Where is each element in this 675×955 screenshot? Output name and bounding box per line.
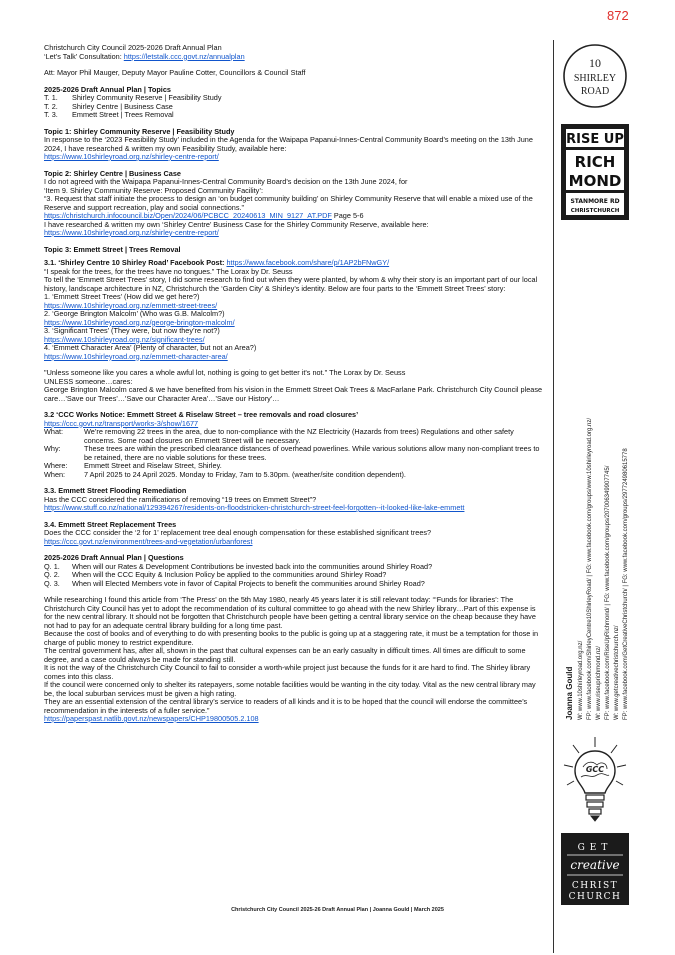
s31-closing: George Brington Malcolm cared & we have benefited from his vision in the Emmett Street Oak Trees & MacFarlane Park. Christchurch City Council please care…'Save our Trees'…'Save our Character Area'…'Save our History'…: [44, 385, 543, 403]
question-item: Q. 3. When will Elected Members vote in favor of Capital Projects to benefit the communities around Shirley Road?: [44, 578, 425, 588]
s31-part-link[interactable]: https://www.10shirleyroad.org.nz/emmett-character-area/: [44, 351, 228, 361]
s31-part-label: 2. ‘George Brington Malcolm’ (Who was G.B. Malcolm?): [44, 309, 225, 318]
logo2-line: RISE UP: [566, 132, 624, 147]
logo4-line: creative: [570, 858, 620, 872]
press-paragraph: It is not the way of the Christchurch City Council to fail to consider a worth-while project just because the funds for it are hard to find. The Shirley library comes into this class.: [44, 663, 531, 681]
contact-line[interactable]: W: www.riseuprichmond.nz/: [596, 646, 602, 720]
contact-line[interactable]: FP: www.facebook.com/GetCreativeChristchurch/ | FG: www.facebook.com/groups/297724980615778: [623, 448, 629, 720]
works-notice-row: What: We’re removing 22 trees in the area, due to non-compliance with the NZ Electricity (Hazards from trees) Regulations and other safety concerns. Some road closures on Emmett Street will be necessary.: [44, 427, 514, 445]
consultation-label: ‘Let’s Talk’ Consultation:: [44, 51, 124, 61]
s31-quote-cares: UNLESS someone…cares:: [44, 376, 133, 386]
s31-part-label: 4. ‘Emmett Character Area’ (Plenty of character, but not an Area?): [44, 343, 257, 352]
page-number: 872: [607, 8, 629, 23]
press-paragraph: They are an essential extension of the central library’s service to readers of all kinds and it is to be hoped that the council will endorse the committee’s recommendation in the interests of a fuller service.”: [44, 697, 528, 715]
topic2-line3: I have researched & written my own ‘Shirley Centre’ Business Case for the Shirley Community Reserve, available here:: [44, 219, 429, 229]
topic2-heading: Topic 2: Shirley Centre | Business Case: [44, 168, 181, 178]
s31-intro: To tell the ‘Emmett Street Trees’ story, I did some research to find out when they were planted, by whom & why their story is an important part of our local history, landscape architecture in NZ, Christchurch the ‘Garden City’ & Shirley’s identity. Below are four parts to the ‘Emmett Street Trees’ story:: [44, 275, 538, 293]
topics-heading: 2025-2026 Draft Annual Plan | Topics: [44, 84, 171, 94]
logo2-line: CHRISTCHURCH: [570, 208, 620, 214]
topic1-body: In response to the ‘2023 Feasibility Study’ included in the Agenda for the Waipapa Papanui-Innes-Central Community Board’s meeting on the 13th June 2024, I have researched & written my own Feasibility Study, available here:: [44, 135, 533, 153]
logo2-line: RICH: [574, 153, 616, 171]
contact-name: Joanna Gould: [565, 666, 574, 720]
contact-line[interactable]: W: www.10shirleyroad.org.nz/: [578, 640, 584, 720]
sidebar-divider: [553, 40, 554, 953]
contact-line[interactable]: FP: www.facebook.com/ShirleyCentre10ShirleyRoad/ | FG: www.facebook.com/groups/www.10shirleyroad.org.nz/: [587, 417, 593, 720]
document-body: [44, 44, 544, 724]
s31-facebook-link[interactable]: https://www.facebook.com/share/p/1AP2bFNwGY/: [226, 258, 390, 267]
works-notice-row: Where: Emmett Street and Riselaw Street, Shirley.: [44, 461, 222, 470]
works-notice-row: Why: These trees are within the prescribed clearance distances of overhead powerlines. While various solutions allow many non-compliant trees to be retained, there are no viable solutions for these trees.: [44, 444, 540, 462]
s31-part-link[interactable]: https://www.10shirleyroad.org.nz/george-brington-malcolm/: [44, 317, 235, 327]
s32-link[interactable]: https://ccc.govt.nz/transport/works-3/show/1677: [44, 418, 199, 428]
s31-part-link[interactable]: https://www.10shirleyroad.org.nz/emmett-street-trees/: [44, 300, 218, 310]
questions-heading: 2025-2026 Draft Annual Plan | Questions: [44, 553, 184, 562]
attention-line: Att: Mayor Phil Mauger, Deputy Mayor Pauline Cotter, Councillors & Council Staff: [44, 68, 306, 77]
logo3-text: GCC: [585, 765, 605, 774]
logo-10-shirley-road: [561, 42, 629, 110]
press-paragraph: Because the cost of books and of everything to do with presenting books to the public is going up at a staggering rate, it must be a temptation for those in charge of public money to restrict expenditure.: [44, 629, 539, 647]
contact-line[interactable]: FP: www.facebook.com/RiseUpRichmond/ | FG: www.facebook.com/groups/207006349907745/: [605, 465, 611, 720]
press-paragraph: If the council were concerned only to shelter its ratepayers, some notable facilities would be wanting in the city today. Vital as the new central library may be, the local suburban services must be given a high rating.: [44, 680, 536, 698]
s31-part-label: 3. ‘Significant Trees’ (They were, but now they’re not?): [44, 326, 220, 335]
topic-list-item: T. 1. Shirley Community Reserve | Feasibility Study: [44, 93, 222, 102]
topic2-link[interactable]: https://www.10shirleyroad.org.nz/shirley-centre-report/: [44, 228, 219, 237]
press-paragraph: The central government has, after all, shown in the past that cultural expenses can be an early casualty in difficult times. All times are difficult to some degree, and a case could always be made for standing still.: [44, 646, 526, 664]
topic1-link[interactable]: https://www.10shirleyroad.org.nz/shirley-centre-report/: [44, 152, 219, 161]
logo-rise-up-richmond: [561, 124, 629, 220]
header-title: Christchurch City Council 2025-2026 Draft Annual Plan: [44, 43, 222, 52]
s31-heading: 3.1. ‘Shirley Centre 10 Shirley Road’ Facebook Post:: [44, 258, 227, 267]
s31-quote-unless: "Unless someone like you cares a whole awful lot, nothing is going to get better it's not." The Lorax by Dr. Seuss: [44, 368, 406, 377]
topic2-line1: I do not agreed with the Waipapa Papanui-Innes-Central Community Board’s decision on the 13th June 2024, for: [44, 177, 408, 186]
s33-body: Has the CCC considered the ramifications of removing “19 trees on Emmett Street”?: [44, 494, 317, 504]
logo4-line: CHURCH: [568, 892, 622, 902]
logo4-line: GET: [577, 843, 613, 853]
topic2-minutes-link[interactable]: https://christchurch.infocouncil.biz/Open/2024/06/PCBCC_20240613_MIN_9127_AT.PDF: [44, 211, 332, 220]
s33-heading: 3.3. Emmett Street Flooding Remediation: [44, 486, 187, 495]
topic3-heading: Topic 3: Emmett Street | Trees Removal: [44, 244, 181, 254]
consultation-line: [44, 53, 544, 62]
works-notice-row: When: 7 April 2025 to 24 April 2025. Monday to Friday, 7am to 5.30pm. (weather/site condition dependent).: [44, 469, 406, 479]
s31-part-link[interactable]: https://www.10shirleyroad.org.nz/significant-trees/: [44, 334, 205, 344]
s32-heading: 3.2 ‘CCC Works Notice: Emmett Street & Riselaw Street – tree removals and road closures’: [44, 410, 359, 419]
s34-heading: 3.4. Emmett Street Replacement Trees: [44, 519, 177, 529]
s33-link[interactable]: https://www.stuff.co.nz/national/129394267/residents-on-floodstricken-christchurch-street-feel-forgotten--it-looked-like-lake-emmett: [44, 503, 465, 512]
page-footer: Christchurch City Council 2025-26 Draft Annual Plan | Joanna Gould | March 2025: [231, 907, 444, 913]
topic2-quote: “3. Request that staff initiate the process to design an ‘on budget community building’ on Shirley Community Reserve that will enable a mixed use of the Reserve and support recreation, play and social connections.”: [44, 194, 533, 212]
logo2-line: MOND: [568, 172, 622, 190]
topic2-page-ref: Page 5-6: [331, 211, 364, 220]
consultation-link[interactable]: https://letstalk.ccc.govt.nz/annualplan: [123, 51, 245, 61]
topic-list-item: T. 3. Emmett Street | Trees Removal: [44, 110, 174, 119]
s34-link[interactable]: https://ccc.govt.nz/environment/trees-and-vegetation/urbanforest: [44, 536, 253, 546]
lightbulb-logo-icon: [561, 735, 629, 827]
s31-lorax-quote: “I speak for the trees, for the trees have no tongues.” The Lorax by Dr. Seuss: [44, 266, 293, 276]
logo2-line: STANMORE RD: [570, 198, 620, 205]
contact-line[interactable]: W: www.getcreativechristchurch.nz/: [614, 625, 620, 720]
logo1-line: ROAD: [580, 86, 610, 97]
s31-part-label: 1. ‘Emmett Street Trees’ (How did we get here?): [44, 292, 200, 301]
logo-get-creative-christchurch: [561, 833, 629, 905]
topic1-heading: Topic 1: Shirley Community Reserve | Feasibility Study: [44, 126, 235, 136]
topic-list-item: T. 2. Shirley Centre | Business Case: [44, 101, 173, 111]
press-link[interactable]: https://paperspast.natlib.govt.nz/newspapers/CHP19800505.2.108: [44, 714, 259, 723]
topic2-line2: ‘Item 9. Shirley Community Reserve: Proposed Community Facility’:: [44, 185, 263, 195]
s34-body: Does the CCC consider the ‘2 for 1’ replacement tree deal enough compensation for these established significant trees?: [44, 528, 432, 537]
press-paragraph: While researching I found this article from ‘The Press’ on the 5th May 1980, nearly 45 years later it is still relevant today: “‘Funds for libraries’: The Christchurch City Council has yet to adopt the recommendation of its cultural committee to go ahead with the new Shirley library…Part of this expense is for the new central library. It should not be forgotten that Christchurch people have been getting a central library service on the cheap because they have not had to pay for an adequate central library building for a long time past.: [44, 595, 536, 630]
question-item: Q. 2. When will the CCC Equity & Inclusion Policy be applied to the communities around Shirley Road?: [44, 570, 387, 579]
question-item: Q. 1. When will our Rates & Development Contributions be invested back into the communities around Shirley Road?: [44, 561, 433, 571]
logo4-line: CHRIST: [571, 881, 619, 891]
logo1-line: 10: [589, 56, 601, 70]
logo1-line: SHIRLEY: [573, 73, 617, 84]
